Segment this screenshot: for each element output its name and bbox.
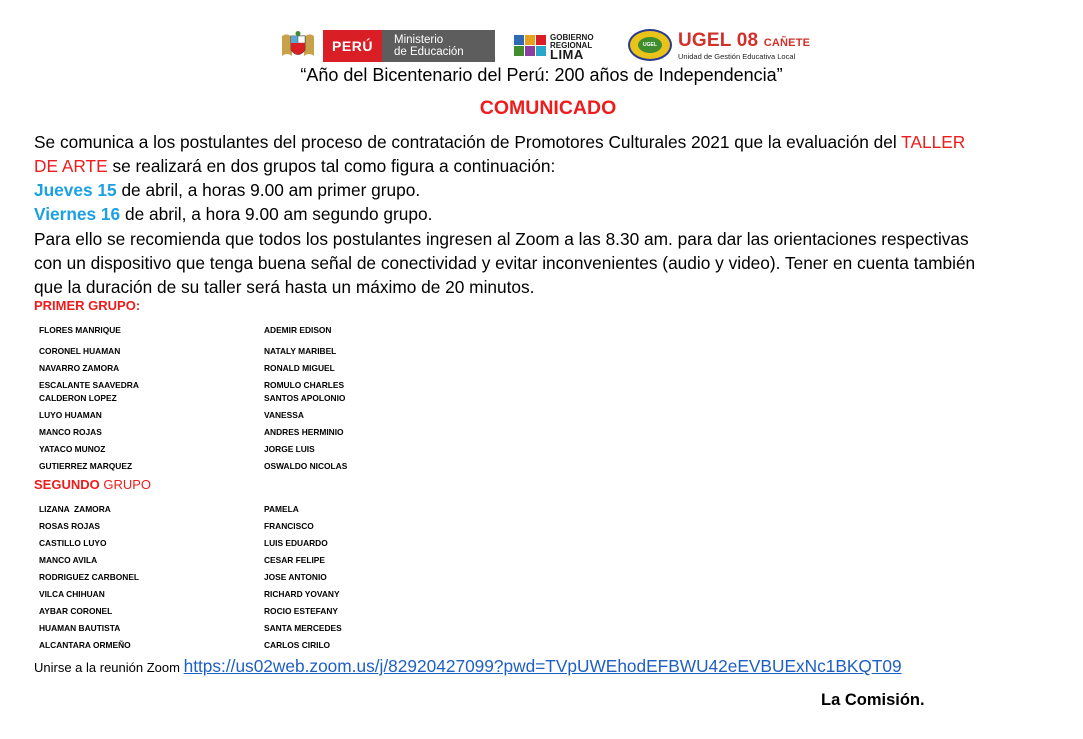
day-1-label: Jueves 15: [34, 180, 117, 200]
regional-government-text: GOBIERNO REGIONAL LIMA: [550, 33, 594, 62]
regional-government-logo: [514, 31, 604, 61]
given-name-cell: OSWALDO NICOLAS: [264, 461, 348, 471]
given-name-cell: FRANCISCO: [264, 521, 314, 531]
table-row: [39, 605, 439, 618]
signature: La Comisión.: [821, 691, 925, 709]
table-row: [39, 503, 439, 516]
ugel-seal-icon: UGEL: [628, 29, 672, 61]
surname-cell: CASTILLO LUYO: [39, 538, 107, 548]
group-1-title: PRIMER GRUPO:: [34, 298, 141, 313]
given-name-cell: ROCIO ESTEFANY: [264, 606, 338, 616]
given-name-cell: SANTA MERCEDES: [264, 623, 342, 633]
table-row: [39, 520, 439, 533]
given-name-cell: SANTOS APOLONIO: [264, 393, 346, 403]
page-title: COMUNICADO: [479, 97, 617, 119]
table-row: [39, 392, 439, 405]
table-row: [39, 537, 439, 550]
surname-cell: ESCALANTE SAAVEDRA: [39, 380, 139, 390]
given-name-cell: JORGE LUIS: [264, 444, 315, 454]
surname-cell: CALDERON LOPEZ: [39, 393, 117, 403]
workshop-highlight-2: DE ARTE: [34, 156, 108, 176]
surname-cell: HUAMAN BAUTISTA: [39, 623, 121, 633]
surname-cell: VILCA CHIHUAN: [39, 589, 105, 599]
peru-coat-of-arms-icon: [278, 30, 318, 61]
instructions-line-3: que la duración de su taller será hasta un máximo de 20 minutos.: [34, 277, 535, 297]
header-logos: [276, 29, 836, 63]
surname-cell: FLORES MANRIQUE: [39, 325, 121, 335]
table-row: [39, 460, 439, 473]
table-row: [39, 345, 439, 358]
schedule-day-2: Viernes 16 de abril, a hora 9.00 am segundo grupo.: [34, 204, 433, 224]
given-name-cell: CARLOS CIRILO: [264, 640, 331, 650]
surname-cell: MANCO ROJAS: [39, 427, 102, 437]
regional-government-icon: [514, 35, 548, 57]
intro-paragraph-continued: DE ARTE se realizará en dos grupos tal como figura a continuación:: [34, 156, 556, 176]
zoom-link[interactable]: https://us02web.zoom.us/j/82920427099?pwd=TVpUWEhodEFBWU42eEVBUExNc1BKQT09: [183, 656, 902, 676]
surname-cell: ALCANTARA ORMEÑO: [39, 640, 131, 650]
surname-cell: CORONEL HUAMAN: [39, 346, 121, 356]
schedule-day-1: Jueves 15 de abril, a horas 9.00 am primer grupo.: [34, 180, 421, 200]
surname-cell: RODRIGUEZ CARBONEL: [39, 572, 140, 582]
given-name-cell: ADEMIR EDISON: [264, 325, 332, 335]
surname-cell: LIZANA ZAMORA: [39, 504, 111, 514]
table-row: [39, 362, 439, 375]
table-row: [39, 571, 439, 584]
surname-cell: YATACO MUNOZ: [39, 444, 106, 454]
given-name-cell: VANESSA: [264, 410, 304, 420]
table-row: [39, 622, 439, 635]
workshop-highlight-1: TALLER: [901, 132, 966, 152]
given-name-cell: LUIS EDUARDO: [264, 538, 328, 548]
surname-cell: LUYO HUAMAN: [39, 410, 102, 420]
ugel-subtitle: Unidad de Gestión Educativa Local: [678, 52, 796, 61]
intro-paragraph: Se comunica a los postulantes del proceso de contratación de Promotores Culturales 2021 que la evaluación del TALLER: [34, 132, 966, 152]
group-2-title: SEGUNDO GRUPO: [34, 477, 152, 492]
table-row: [39, 324, 439, 337]
ministry-name: Ministerio de Educación: [382, 30, 495, 62]
zoom-label: Unirse a la reunión Zoom: [34, 660, 184, 675]
surname-cell: GUTIERREZ MARQUEZ: [39, 461, 133, 471]
surname-cell: AYBAR CORONEL: [39, 606, 113, 616]
given-name-cell: ANDRES HERMINIO: [264, 427, 344, 437]
table-row: [39, 554, 439, 567]
surname-cell: NAVARRO ZAMORA: [39, 363, 120, 373]
day-2-label: Viernes 16: [34, 204, 121, 224]
year-motto: “Año del Bicentenario del Perú: 200 años de Independencia”: [300, 65, 783, 85]
given-name-cell: NATALY MARIBEL: [264, 346, 337, 356]
table-row: [39, 379, 439, 392]
ugel-logo: [628, 29, 828, 63]
table-row: [39, 409, 439, 422]
table-row: [39, 588, 439, 601]
given-name-cell: CESAR FELIPE: [264, 555, 325, 565]
table-row: [39, 443, 439, 456]
instructions-line-2: con un dispositivo que tenga buena señal de conectividad y evitar inconvenientes (audio y video). Tener en cuenta también: [34, 253, 976, 273]
surname-cell: MANCO AVILA: [39, 555, 98, 565]
given-name-cell: PAMELA: [264, 504, 299, 514]
given-name-cell: ROMULO CHARLES: [264, 380, 345, 390]
table-row: [39, 639, 439, 652]
ugel-title: UGEL 08 CAÑETE: [678, 30, 811, 51]
instructions-line-1: Para ello se recomienda que todos los postulantes ingresen al Zoom a las 8.30 am. para dar las orientaciones respectivas: [34, 229, 969, 249]
peru-label: PERÚ: [323, 30, 382, 62]
given-name-cell: RICHARD YOVANY: [264, 589, 340, 599]
surname-cell: ROSAS ROJAS: [39, 521, 100, 531]
ministry-logo: [321, 29, 661, 63]
table-row: [39, 426, 439, 439]
zoom-invite: [34, 656, 902, 677]
given-name-cell: JOSE ANTONIO: [264, 572, 327, 582]
given-name-cell: RONALD MIGUEL: [264, 363, 335, 373]
